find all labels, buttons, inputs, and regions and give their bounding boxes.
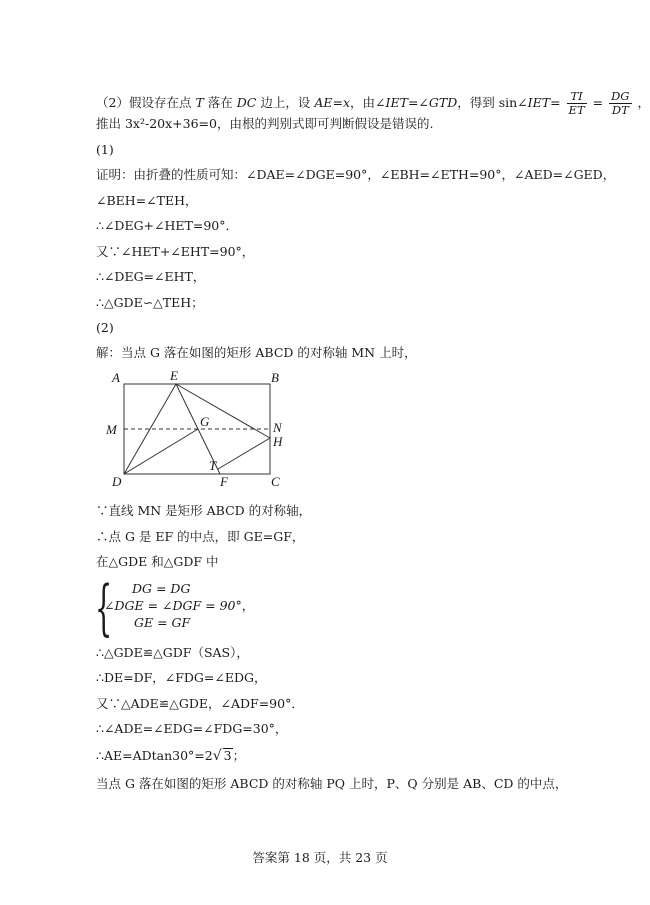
segment-dg <box>124 429 198 474</box>
hint-var: T <box>195 95 204 110</box>
hint-var: AE=x <box>314 95 351 110</box>
proof-line-1: 证明：由折叠的性质可知：∠DAE=∠DGE=90°，∠EBH=∠ETH=90°，∠AED=∠GED， <box>96 167 616 182</box>
hint-text: 落在 <box>207 95 233 110</box>
hint-text: ，由∠ <box>350 95 386 110</box>
after-line-8-tail: ； <box>232 748 246 763</box>
after-line-9: 当点 G 落在如图的矩形 ABCD 的对称轴 PQ 上时，P、Q 分别是 AB、CD 的中点， <box>96 776 568 791</box>
sqrt-radicand: 3 <box>223 748 232 763</box>
proof-line-3: ∴∠DEG+∠HET=90°． <box>96 218 238 233</box>
label-b: B <box>271 370 279 385</box>
after-line-4: ∴△GDE≌△GDF（SAS）， <box>96 645 249 660</box>
label-e: E <box>170 368 178 383</box>
sqrt-sign: √ <box>212 748 222 764</box>
fraction-numerator: TI <box>570 89 583 103</box>
label-h: H <box>273 434 283 449</box>
hint-line-1 <box>96 90 650 117</box>
part1-label: (1) <box>96 142 114 157</box>
proof-line-5: ∴∠DEG=∠EHT， <box>96 269 206 284</box>
proof-line-4: 又∵∠HET+∠EHT=90°， <box>96 244 255 259</box>
solution-intro: 解：当点 G 落在如图的矩形 ABCD 的对称轴 MN 上时， <box>96 345 417 360</box>
after-line-8-text: ∴AE=ADtan30°=2 <box>96 748 213 763</box>
fraction-denominator: ET <box>568 103 585 117</box>
segment-th <box>218 438 270 469</box>
after-line-5: ∴DE=DF，∠FDG=∠EDG， <box>96 670 267 685</box>
system-brace: { <box>95 573 113 643</box>
after-line-3: 在△GDE 和△GDF 中 <box>96 554 219 569</box>
proof-line-6: ∴△GDE∽△TEH； <box>96 295 204 310</box>
label-n: N <box>273 420 282 435</box>
hint-text: =∠ <box>407 95 429 110</box>
hint-text: = <box>592 95 604 110</box>
system-eq-3: GE = GF <box>134 615 191 630</box>
fraction-ti-et <box>567 90 587 117</box>
after-line-2: ∴点 G 是 EF 的中点，即 GE=GF， <box>96 529 305 544</box>
after-line-1: ∵直线 MN 是矩形 ABCD 的对称轴， <box>96 503 312 518</box>
fraction-numerator: DG <box>611 89 630 103</box>
hint-line-2: 推出 3x²-20x+36=0，由根的判别式即可判断假设是错误的. <box>96 116 434 131</box>
segment-eh <box>176 384 270 438</box>
label-a: A <box>112 370 120 385</box>
system-eq-1: DG = DG <box>132 581 191 596</box>
label-t: T <box>209 458 217 473</box>
hint-var: IET <box>385 95 408 110</box>
part2-label: (2) <box>96 320 114 335</box>
after-line-8 <box>96 748 245 764</box>
after-line-6: 又∵△ADE≌△GDE，∠ADF=90°． <box>96 696 304 711</box>
hint-text: ， <box>637 95 650 110</box>
hint-var: DC <box>236 95 257 110</box>
label-f: F <box>220 474 228 489</box>
hint-text: = <box>550 95 561 110</box>
label-m: M <box>106 422 117 437</box>
fraction-denominator: DT <box>611 103 629 117</box>
proof-line-2: ∠BEH=∠TEH， <box>96 193 198 208</box>
hint-text: （2）假设存在点 <box>96 95 192 110</box>
hint-var: IET <box>527 95 551 110</box>
page-footer: 答案第 18 页，共 23 页 <box>252 850 388 865</box>
label-d: D <box>112 474 122 489</box>
label-g: G <box>200 414 210 429</box>
hint-text: 边上，设 <box>260 95 311 110</box>
hint-var: GTD <box>428 95 458 110</box>
geometry-figure <box>96 368 306 493</box>
hint-text: ，得到 sin∠ <box>457 95 528 110</box>
system-eq-2-text: ∠DGE = ∠DGF = 90° <box>104 598 242 613</box>
after-line-7: ∴∠ADE=∠EDG=∠FDG=30°， <box>96 721 288 736</box>
label-c: C <box>271 474 280 489</box>
system-eq-2-tail: ， <box>241 598 255 613</box>
system-eq-2 <box>104 598 254 614</box>
fraction-dg-dt <box>609 90 631 117</box>
